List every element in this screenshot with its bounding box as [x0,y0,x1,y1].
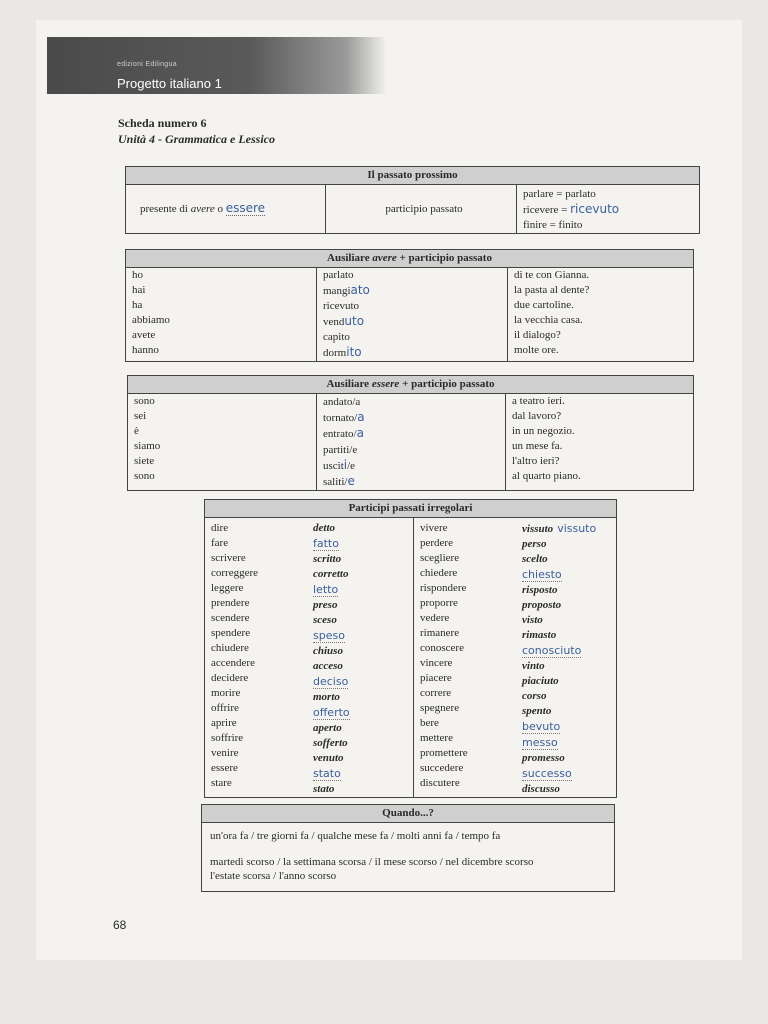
ausiliare-avere-table [125,249,694,362]
infinitive: correre [420,687,452,699]
infinitive: chiudere [211,642,249,654]
handwritten-participle: deciso [313,675,349,688]
passato-prossimo-table [125,166,700,234]
handwritten-participle: successo [522,767,572,780]
infinitive: fare [211,537,229,549]
avere-participle-column: parlato mangiato ricevuto venduto capito dormito [317,268,508,362]
participle [522,537,616,552]
irregolari-infinitive-right [414,518,517,798]
infinitive: succedere [420,762,464,774]
participle [313,659,413,674]
handwritten-participle: fatto [313,537,339,550]
passato-title: Il passato prossimo [126,167,700,185]
participle [313,613,413,628]
quando-title: Quando...? [202,805,615,823]
printed-participle: acceso [313,660,343,672]
infinitive: venire [211,747,239,759]
passato-middle-cell: participio passato [326,185,517,234]
infinitive: conoscere [420,642,464,654]
avere-title: Ausiliare avere + participio passato [126,250,694,268]
handwritten-participle: letto [313,583,339,596]
unit-subtitle: Unità 4 - Grammatica e Lessico [118,132,275,146]
book-title: Progetto italiano 1 [117,76,222,91]
infinitive: stare [211,777,232,789]
printed-participle: perso [522,538,547,550]
handwritten-answer: a [357,410,365,424]
infinitive: rispondere [420,582,467,594]
participle [313,536,413,552]
avere-aux-column: ho hai ha abbiamo avete hanno [126,268,317,362]
handwritten-answer: uto [344,314,365,328]
infinitive: scendere [211,612,250,624]
participle [522,704,616,719]
participle [522,735,616,751]
irregolari-title: Participi passati irregolari [205,500,617,518]
infinitive: promettere [420,747,468,759]
handwritten-ricevuto: ricevuto [570,202,620,216]
handwritten-participle: bevuto [522,720,561,733]
participle [313,582,413,598]
infinitive: essere [211,762,238,774]
handwritten-participle: stato [313,767,341,780]
participle [313,751,413,766]
printed-participle: risposto [522,584,558,596]
infinitive: spegnere [420,702,460,714]
infinitive: leggere [211,582,244,594]
participle [522,567,616,583]
infinitive: decidere [211,672,249,684]
essere-aux-column: sono sei è siamo siete sono [128,394,317,491]
handwritten-participle: messo [522,736,558,749]
participle [522,628,616,643]
infinitive: accendere [211,657,255,669]
infinitive: mettere [420,732,453,744]
infinitive: soffrire [211,732,244,744]
infinitive: morire [211,687,241,699]
essere-object-column: a teatro ieri. dal lavoro? in un negozio. un mese fa. l'altro ieri? al quarto piano. [506,394,694,491]
participle [522,659,616,674]
handwritten-answer: ito [346,345,362,359]
participle [522,598,616,613]
infinitive: perdere [420,537,453,549]
handwritten-participle: offerto [313,706,350,719]
infinitive: spendere [211,627,251,639]
participle [313,628,413,644]
printed-participle: vissuto [522,523,554,535]
quando-body: un'ora fa / tre giorni fa / qualche mese fa / molti anni fa / tempo fa martedì scorso / la settimana scorsa / il mese scorso / nel dicembre scorso l'estate scorsa / l'anno scorso [202,823,615,892]
infinitive: scegliere [420,552,460,564]
printed-participle: chiuso [313,645,343,657]
printed-participle: discusso [522,783,560,795]
infinitive: scrivere [211,552,246,564]
page-number: 68 [113,918,127,932]
participle [522,782,616,797]
handwritten-answer: ato [350,283,370,297]
printed-participle: scritto [313,553,342,565]
scheda-title: Scheda numero 6 [118,116,207,130]
infinitive: chiedere [420,567,458,579]
printed-participle: promesso [522,752,565,764]
printed-participle: corso [522,690,547,702]
essere-title: Ausiliare essere + participio passato [128,376,694,394]
printed-participle: scelto [522,553,548,565]
essere-participle-column: andato/a tornato/a entrato/a partiti/e usciti/e saliti/e [317,394,506,491]
passato-examples-cell: parlare = parlato ricevere = ricevuto finire = finito [517,185,700,234]
participle [313,690,413,705]
participle [313,567,413,582]
handwritten-answer: a [356,426,364,440]
infinitive: rimanere [420,627,460,639]
publisher-label: edizioni Edilingua [117,61,177,68]
passato-left-cell: presente di avere o essere [126,185,326,234]
infinitive: discutere [420,777,460,789]
infinitive: vivere [420,522,448,534]
infinitive: offrire [211,702,239,714]
participle [313,552,413,567]
handwritten-answer: e [347,474,355,488]
handwritten-participle: speso [313,629,345,642]
participle [522,719,616,735]
participle [313,598,413,613]
handwritten-participle: conosciuto [522,644,582,657]
participle [522,583,616,598]
participle [313,782,413,797]
infinitive: proporre [420,597,458,609]
printed-participle: sceso [313,614,337,626]
participle [522,643,616,659]
participle [313,705,413,721]
handwritten-participle: vissuto [557,522,597,535]
printed-participle: sofferto [313,737,348,749]
printed-participle: detto [313,522,335,534]
infinitive: bere [420,717,439,729]
printed-participle: rimasto [522,629,557,641]
participle [313,736,413,751]
participle [522,674,616,689]
header-banner [47,37,387,94]
participle [313,766,413,782]
printed-participle: aperto [313,722,342,734]
participle [313,644,413,659]
infinitive: vincere [420,657,453,669]
participle [522,689,616,704]
infinitive: aprire [211,717,237,729]
printed-participle: stato [313,783,335,795]
irregolari-participle-right [516,518,617,798]
quando-table [201,804,615,892]
infinitive: vedere [420,612,450,624]
handwritten-participle: chiesto [522,568,562,581]
participle [313,521,413,536]
infinitive: correggere [211,567,259,579]
handwritten-essere: essere [225,201,266,215]
participi-irregolari-table [204,499,617,798]
printed-participle: venuto [313,752,344,764]
printed-participle: spento [522,705,552,717]
printed-participle: visto [522,614,543,626]
infinitive: prendere [211,597,250,609]
printed-participle: morto [313,691,340,703]
printed-participle: proposto [522,599,562,611]
handwritten-answer: i [343,458,348,472]
participle [522,766,616,782]
participle [522,552,616,567]
printed-participle: corretto [313,568,349,580]
participle [522,521,616,537]
ausiliare-essere-table [127,375,694,491]
participle [522,751,616,766]
irregolari-participle-left [307,518,414,798]
participle [522,613,616,628]
irregolari-infinitive-left [205,518,308,798]
printed-participle: vinto [522,660,545,672]
infinitive: dire [211,522,229,534]
avere-object-column: di te con Gianna. la pasta al dente? due cartoline. la vecchia casa. il dialogo? molte ore. [508,268,694,362]
infinitive: piacere [420,672,452,684]
printed-participle: preso [313,599,338,611]
participle [313,721,413,736]
printed-participle: piaciuto [522,675,559,687]
participle [313,674,413,690]
